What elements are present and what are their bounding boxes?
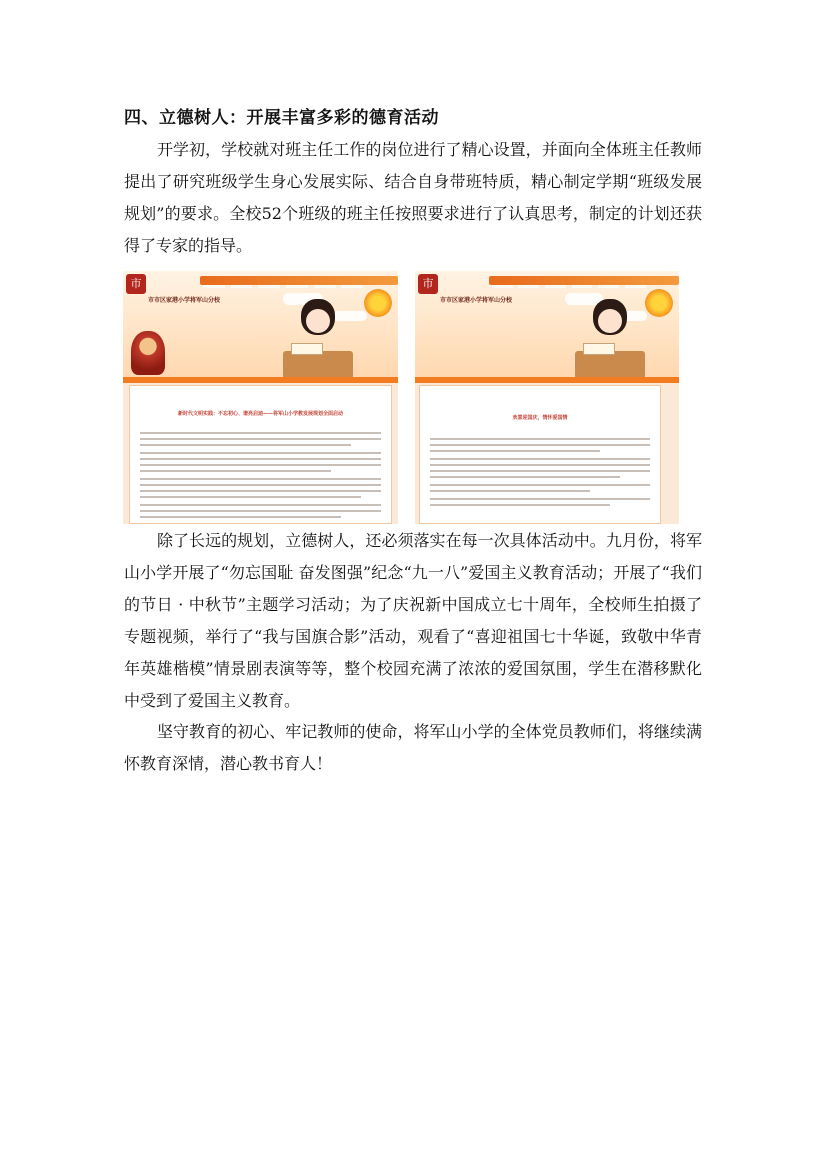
nav-bar (489, 276, 679, 285)
school-logo: 市 (126, 274, 146, 294)
paragraph-planning: 开学初，学校就对班主任工作的岗位进行了精心设置，并面向全体班主任教师提出了研究班级学生身心发展实际、结合自身带班特质，精心制定学期“班级发展规划”的要求。全校52个班级的班主任按照要求进行了认真思考，制定的计划还获得了专家的指导。 (124, 140, 702, 255)
banner (415, 271, 679, 383)
school-name: 市市区家港小学将军山分校 (440, 297, 513, 304)
school-logo: 市 (418, 274, 438, 294)
sun-icon (645, 289, 673, 317)
article-card (129, 385, 392, 524)
article-title: 新时代文明实践：不忘初心、谱亮启迪——将军山小学教发展规划全面启动 (177, 411, 343, 417)
nav-bar (200, 276, 398, 285)
school-name: 市市区家港小学将军山分校 (148, 297, 221, 304)
paragraph-activities: 除了长远的规划，立德树人，还必须落实在每一次具体活动中。九月份，将军山小学开展了“勿忘国耻 奋发图强”纪念“九一八”爱国主义教育活动；开展了“我们的节日 · 中秋节”主题学习活动；为了庆祝新中国成立七十周年，全校师生拍摄了专题视频，举行了“我与国旗合影”活动，观看了“喜迎祖国七十华诞，致敬中华青年英雄楷模”情景剧表演等等，整个校园充满了浓浓的爱国氛围，学生在潜移默化中受到了爱国主义教育。 (124, 531, 702, 710)
section-heading: 四、立德树人：开展丰富多彩的德育活动 (124, 108, 439, 128)
paragraph-closing: 坚守教育的初心、牢记教师的使命，将军山小学的全体党员教师们，将继续满怀教育深情，潜心教书育人！ (124, 722, 702, 773)
banner (123, 271, 398, 383)
warrior-cartoon-icon (131, 331, 165, 375)
article-title: 欢喜迎国庆，情怀爱国情 (512, 415, 568, 421)
sun-icon (364, 289, 392, 317)
screenshot-left (123, 271, 398, 524)
screenshot-right (415, 271, 679, 524)
article-card (419, 385, 661, 524)
